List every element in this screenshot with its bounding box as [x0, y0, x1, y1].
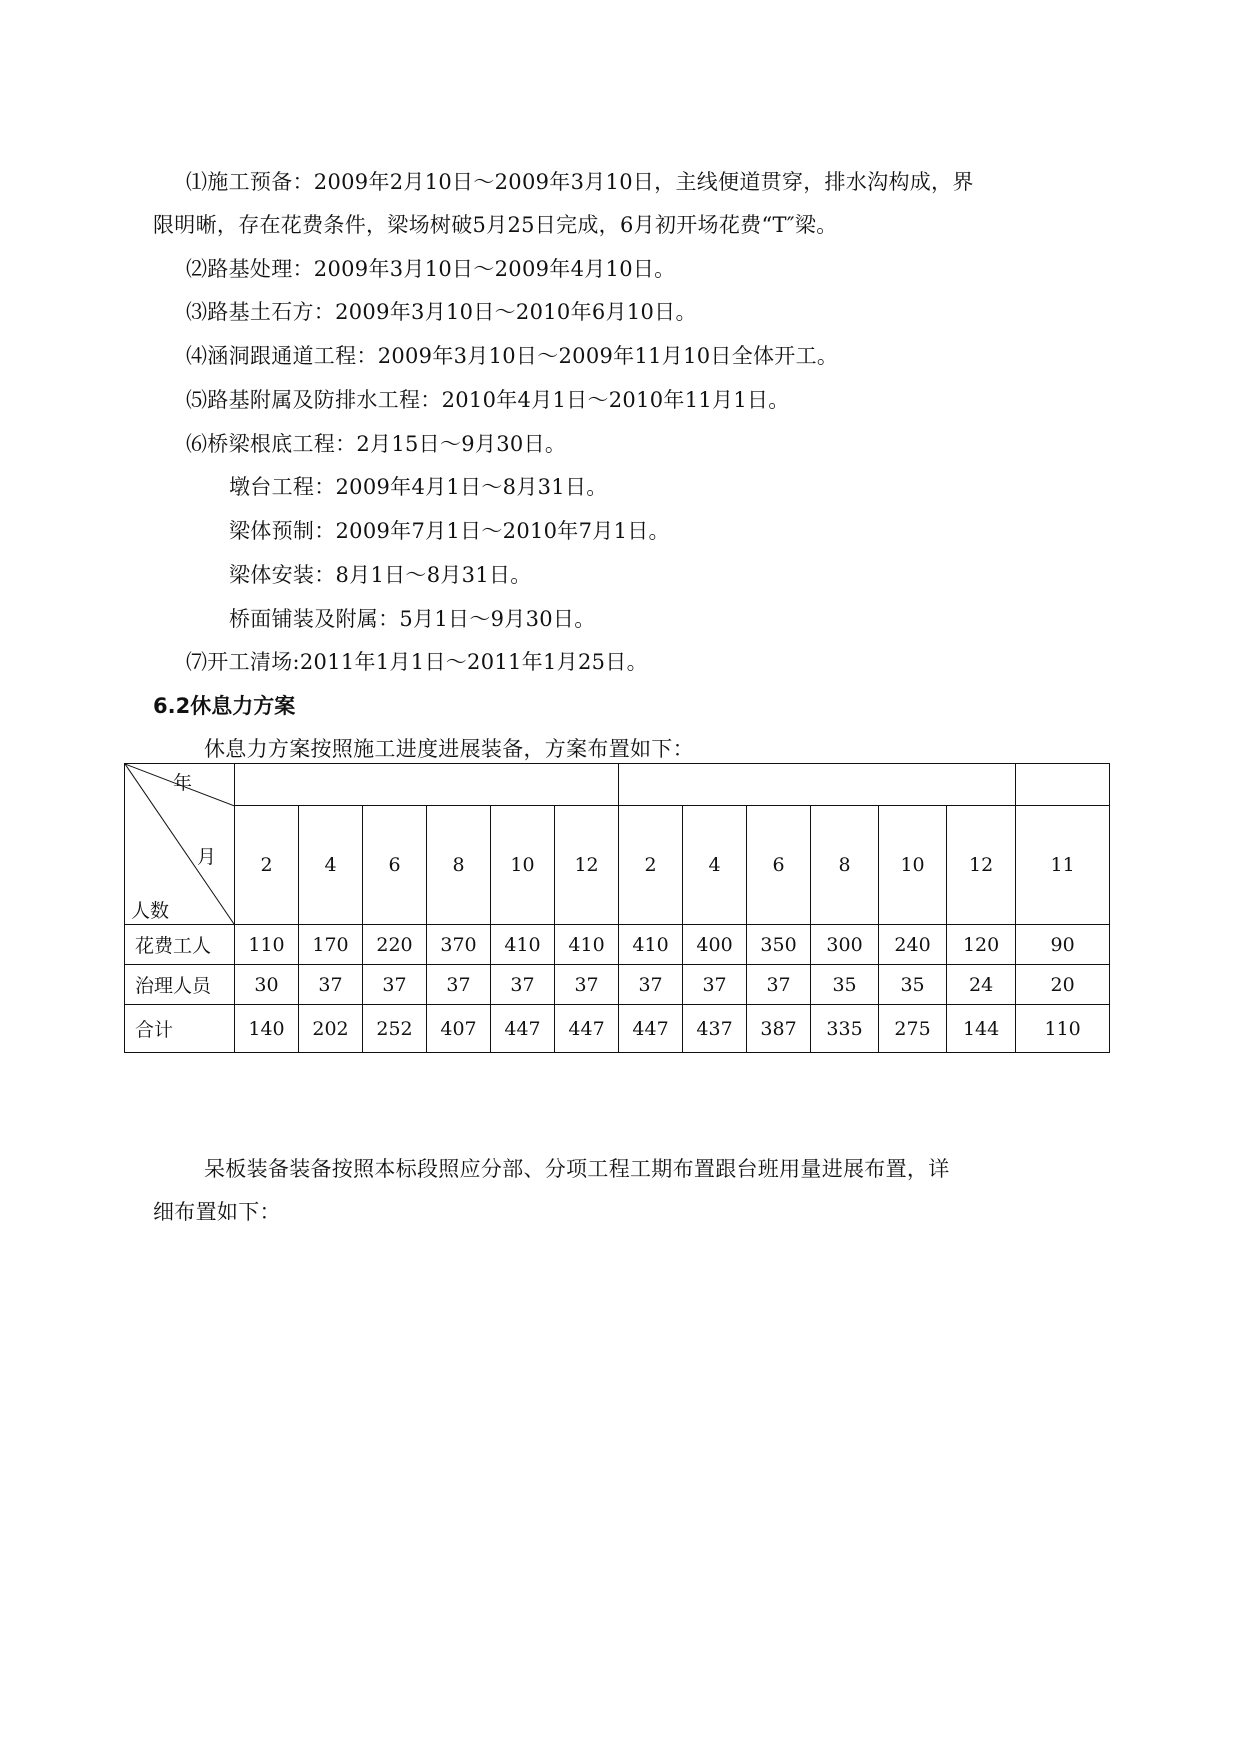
- paragraph-line-7: ⑹桥梁根底工程：2月15日～9月30日。: [186, 432, 567, 456]
- table-cell: 447: [619, 1005, 683, 1053]
- table-row-managers: [125, 965, 1110, 1005]
- paragraph-line-3: ⑵路基处理：2009年3月10日～2009年4月10日。: [186, 257, 676, 281]
- table-cell: 410: [555, 925, 619, 965]
- table-cell: 37: [427, 965, 491, 1005]
- table-cell: 37: [299, 965, 363, 1005]
- month-cell: 2: [235, 806, 299, 925]
- table-cell: 37: [619, 965, 683, 1005]
- table-cell: 252: [363, 1005, 427, 1053]
- month-cell: 6: [747, 806, 811, 925]
- table-cell: 240: [879, 925, 947, 965]
- closing-line-1: 呆板装备装备按照本标段照应分部、分项工程工期布置跟台班用量进展布置，详: [204, 1157, 950, 1181]
- table-cell: 144: [947, 1005, 1016, 1053]
- paragraph-line-5: ⑷涵洞跟通道工程：2009年3月10日～2009年11月10日全体开工。: [186, 344, 839, 368]
- table-cell: 387: [747, 1005, 811, 1053]
- table-cell: 35: [811, 965, 879, 1005]
- table-cell: 37: [363, 965, 427, 1005]
- table-cell: 35: [879, 965, 947, 1005]
- table-cell: 37: [555, 965, 619, 1005]
- table-cell: 400: [683, 925, 747, 965]
- corner-count-label: 人数: [131, 900, 170, 922]
- paragraph-line-8: 墩台工程：2009年4月1日～8月31日。: [229, 475, 608, 499]
- table-cell: 437: [683, 1005, 747, 1053]
- table-cell: 120: [947, 925, 1016, 965]
- table-cell: 140: [235, 1005, 299, 1053]
- table-cell: 407: [427, 1005, 491, 1053]
- month-cell: 12: [947, 806, 1016, 925]
- month-cell: 8: [811, 806, 879, 925]
- table-cell: 20: [1016, 965, 1110, 1005]
- table-cell: 90: [1016, 925, 1110, 965]
- year-group-cell-1: [235, 764, 619, 806]
- row-label: 治理人员: [125, 965, 235, 1005]
- table-cell: 370: [427, 925, 491, 965]
- month-cell: 2: [619, 806, 683, 925]
- month-cell: 8: [427, 806, 491, 925]
- month-cell: 12: [555, 806, 619, 925]
- table-cell: 410: [619, 925, 683, 965]
- paragraph-line-12: ⑺开工清场:2011年1月1日～2011年1月25日。: [186, 650, 648, 674]
- closing-line-2: 细布置如下：: [153, 1200, 281, 1224]
- month-cell: 4: [683, 806, 747, 925]
- row-label: 花费工人: [125, 925, 235, 965]
- table-cell: 447: [555, 1005, 619, 1053]
- month-cell: 10: [879, 806, 947, 925]
- month-row: [125, 806, 1110, 925]
- row-label: 合计: [125, 1005, 235, 1053]
- table-cell: 220: [363, 925, 427, 965]
- staffing-table: [124, 763, 1110, 1053]
- corner-header-cell: [125, 764, 235, 925]
- month-cell: 4: [299, 806, 363, 925]
- corner-year-label: 年: [173, 772, 193, 794]
- table-cell: 37: [683, 965, 747, 1005]
- table-cell: 275: [879, 1005, 947, 1053]
- paragraph-line-6: ⑸路基附属及防排水工程：2010年4月1日～2010年11月1日。: [186, 388, 790, 412]
- table-cell: 170: [299, 925, 363, 965]
- corner-month-label: 月: [197, 846, 217, 868]
- paragraph-line-9: 梁体预制：2009年7月1日～2010年7月1日。: [229, 519, 670, 543]
- section-heading: 6.2休息力方案: [153, 694, 296, 718]
- paragraph-line-2: 限明晰，存在花费条件，梁场树破5月25日完成，6月初开场花费“T″梁。: [153, 213, 838, 237]
- table-cell: 30: [235, 965, 299, 1005]
- year-row: [125, 764, 1110, 806]
- table-row-total: [125, 1005, 1110, 1053]
- table-cell: 350: [747, 925, 811, 965]
- paragraph-line-1: ⑴施工预备：2009年2月10日～2009年3月10日，主线便道贯穿，排水沟构成，界: [186, 170, 974, 194]
- table-cell: 37: [491, 965, 555, 1005]
- intro-text: 休息力方案按照施工进度进展装备，方案布置如下：: [204, 737, 694, 761]
- table-cell: 447: [491, 1005, 555, 1053]
- table-cell: 300: [811, 925, 879, 965]
- table-cell: 37: [747, 965, 811, 1005]
- year-group-cell-2: [619, 764, 1016, 806]
- table-cell: 110: [1016, 1005, 1110, 1053]
- table-cell: 410: [491, 925, 555, 965]
- table-cell: 24: [947, 965, 1016, 1005]
- month-cell: 6: [363, 806, 427, 925]
- paragraph-line-11: 桥面铺装及附属：5月1日～9月30日。: [229, 607, 596, 631]
- month-cell: 11: [1016, 806, 1110, 925]
- table-cell: 335: [811, 1005, 879, 1053]
- table-row-workers: [125, 925, 1110, 965]
- month-cell: 10: [491, 806, 555, 925]
- table-cell: 202: [299, 1005, 363, 1053]
- year-group-cell-3: [1016, 764, 1110, 806]
- table-cell: 110: [235, 925, 299, 965]
- paragraph-line-10: 梁体安装：8月1日～8月31日。: [229, 563, 532, 587]
- paragraph-line-4: ⑶路基土石方：2009年3月10日～2010年6月10日。: [186, 300, 697, 324]
